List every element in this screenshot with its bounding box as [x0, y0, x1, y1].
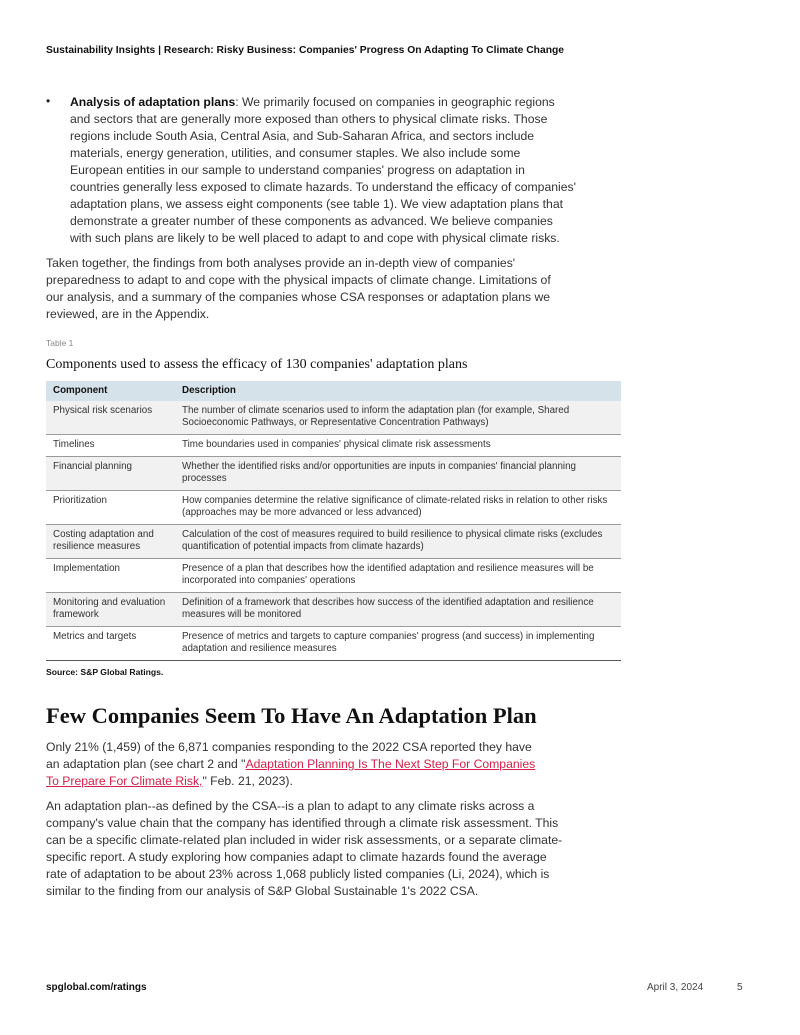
- page-number: 5: [737, 982, 743, 993]
- table-cell-description: Time boundaries used in companies' physical climate risk assessments: [175, 435, 621, 457]
- table-cell-description: The number of climate scenarios used to inform the adaptation plan (for example, Shared Socioeconomic Pathways, or Representative Concentration Pathways): [175, 401, 621, 435]
- table-header-description: Description: [175, 381, 621, 401]
- table-tag: Table 1: [46, 338, 74, 348]
- table-source: Source: S&P Global Ratings.: [46, 667, 164, 677]
- table-header-row: [46, 381, 621, 401]
- paragraph-summary: Taken together, the findings from both analyses provide an in-depth view of companies' preparedness to adapt to and cope with the physical impacts of climate change. Limitations of our analysis, and a summary of the companies whose CSA responses or adaptation plans we reviewed, are in the Appendix.: [46, 256, 551, 321]
- section-heading: Few Companies Seem To Have An Adaptation Plan: [46, 703, 537, 728]
- table-cell-component: Metrics and targets: [46, 627, 175, 661]
- table-row: [46, 627, 621, 661]
- table-cell-description: How companies determine the relative significance of climate-related risks in relation to other risks (approaches may be more advanced or less advanced): [175, 491, 621, 525]
- bullet-body: : We primarily focused on companies in geographic regions and sectors that are generally more exposed than others to physical climate risks. Those regions include South Asia, Central Asia, and Sub-Saharan Africa, and sectors include materials, energy generation, utilities, and consumer staples. We also include some European entities in our sample to understand companies' progress on adaptation in countries generally less exposed to climate hazards. To understand the efficacy of companies' adaptation plans, we assess eight components (see table 1). We view adaptation plans that demonstrate a greater number of these components as advanced. We believe companies with such plans are likely to be well placed to adapt to and cope with physical climate risks.: [70, 95, 576, 245]
- table-cell-component: Prioritization: [46, 491, 175, 525]
- bullet-lead: Analysis of adaptation plans: [70, 95, 236, 109]
- components-table: [46, 381, 621, 661]
- table-row: [46, 559, 621, 593]
- table-cell-component: Monitoring and evaluation framework: [46, 593, 175, 627]
- paragraph-adaptation-share: [46, 739, 546, 790]
- bullet-text: [70, 94, 576, 247]
- para2-text-before: Only 21% (1,459) of the 6,871 companies responding to the 2022 CSA reported they have an adaptation plan (see chart 2 and ": [46, 740, 532, 771]
- table-cell-component: Timelines: [46, 435, 175, 457]
- table-row: [46, 593, 621, 627]
- table-row: [46, 491, 621, 525]
- table-header-component: Component: [46, 381, 175, 401]
- bullet-item-adaptation-plans: [46, 94, 576, 247]
- table-cell-component: Physical risk scenarios: [46, 401, 175, 435]
- table-cell-description: Presence of metrics and targets to capture companies' progress (and success) in implementing adaptation and resilience measures: [175, 627, 621, 661]
- table-cell-component: Financial planning: [46, 457, 175, 491]
- footer-date: April 3, 2024: [647, 982, 704, 993]
- table-row: [46, 525, 621, 559]
- table-cell-description: Presence of a plan that describes how the identified adaptation and resilience measures will be incorporated into companies' operations: [175, 559, 621, 593]
- table-row: [46, 435, 621, 457]
- table-title: Components used to assess the efficacy of 130 companies' adaptation plans: [46, 357, 468, 372]
- table-row: [46, 401, 621, 435]
- table-cell-description: Definition of a framework that describes how success of the identified adaptation and resilience measures will be monitored: [175, 593, 621, 627]
- table-row: [46, 457, 621, 491]
- table-cell-component: Implementation: [46, 559, 175, 593]
- paragraph-adaptation-definition: An adaptation plan--as defined by the CSA--is a plan to adapt to any climate risks across a company's value chain that the company has identified through a climate risk assessment. This can be a specific climate-related plan included in wider risk assessments, or a separate climate-specific report. A study exploring how companies adapt to climate hazards found the average rate of adaptation to be about 23% across 1,068 publicly listed companies (Li, 2024), which is similar to the finding from our analysis of S&P Global Sustainable 1's 2022 CSA.: [46, 799, 563, 898]
- table-cell-description: Whether the identified risks and/or opportunities are inputs in companies' financial planning processes: [175, 457, 621, 491]
- para2-text-after: " Feb. 21, 2023).: [202, 774, 293, 788]
- table-cell-description: Calculation of the cost of measures required to build resilience to physical climate risks (excludes quantification of potential impacts from climate hazards): [175, 525, 621, 559]
- footer-site: spglobal.com/ratings: [46, 982, 147, 993]
- bullet-icon: •: [46, 94, 51, 108]
- report-link[interactable]: Adaptation Planning Is The Next Step For Companies To Prepare For Climate Risk,: [46, 757, 536, 788]
- table-cell-component: Costing adaptation and resilience measures: [46, 525, 175, 559]
- document-header: Sustainability Insights | Research: Risky Business: Companies' Progress On Adapting To Climate Change: [46, 45, 565, 56]
